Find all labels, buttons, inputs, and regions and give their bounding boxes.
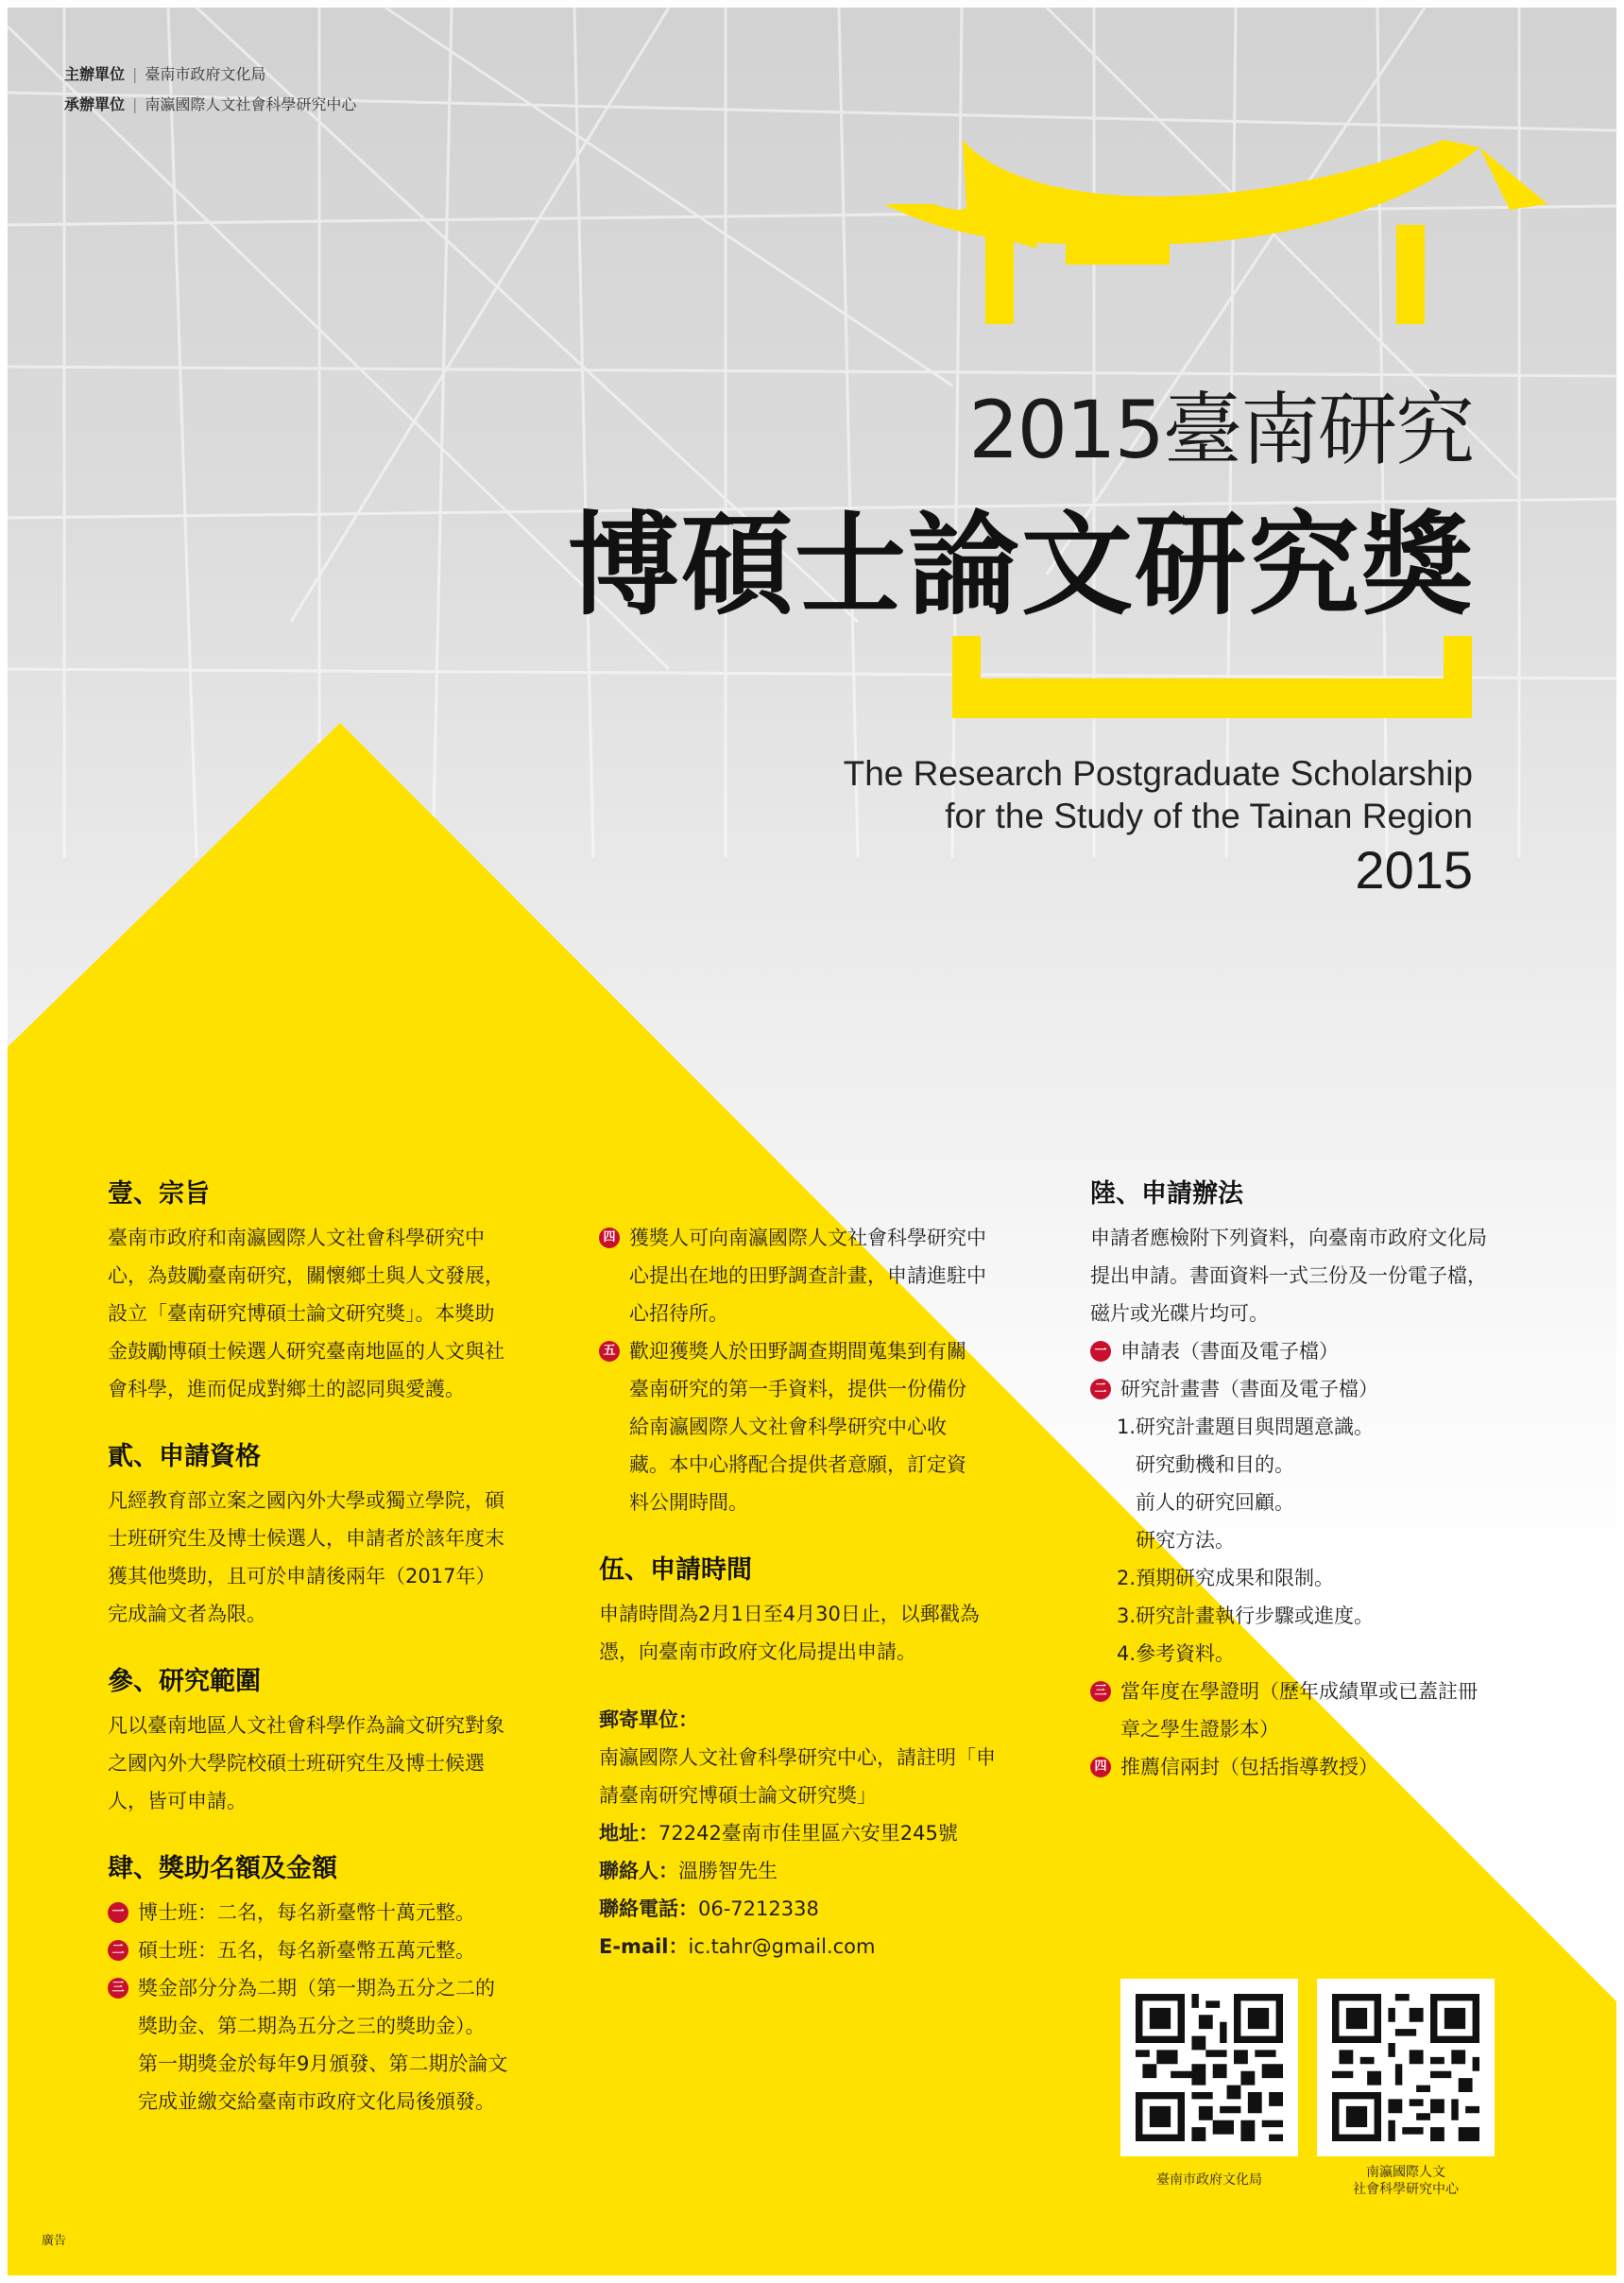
text-line: 人，皆可申請。	[108, 1790, 247, 1812]
email-value: ic.tahr@gmail.com	[688, 1935, 876, 1958]
title-main: 博碩士論文研究獎	[567, 500, 1475, 630]
text-line: 碩士班：五名，每名新臺幣五萬元整。	[138, 1939, 475, 1962]
sub-item: 2.預期研究成果和限制。	[1117, 1567, 1335, 1589]
contact-label: 聯絡人：	[599, 1860, 678, 1882]
text-line: 推薦信兩封（包括指導教授）	[1120, 1756, 1378, 1778]
text-line: 提出申請。書面資料一式三份及一份電子檔，	[1090, 1264, 1487, 1287]
qr-code-cultural-affairs[interactable]	[1120, 1979, 1298, 2156]
text-line: 歡迎獲獎人於田野調查期間蒐集到有關	[629, 1340, 966, 1363]
address-value: 72242臺南市佳里區六安里245號	[658, 1822, 958, 1845]
address-label: 地址：	[599, 1822, 658, 1845]
host-name: 臺南市政府文化局	[145, 65, 266, 83]
poster	[8, 8, 1616, 2275]
qr-caption-right-line-1: 南瀛國際人文	[1366, 2165, 1445, 2180]
title-year-line: 2015臺南研究	[968, 384, 1473, 476]
section-heading: 伍、申請時間	[599, 1555, 752, 1585]
sub-item: 研究方法。	[1136, 1529, 1235, 1552]
sub-item: 3.研究計畫執行步驟或進度。	[1117, 1605, 1375, 1627]
text-line: 南瀛國際人文社會科學研究中心，請註明「申	[599, 1746, 996, 1769]
text-line: 之國內外大學院校碩士班研究生及博士候選	[108, 1752, 485, 1775]
text-line: 料公開時間。	[629, 1491, 748, 1514]
number-badge: 三	[108, 1978, 128, 1999]
section-eligibility	[108, 1438, 571, 1633]
qr-caption-right	[1298, 2164, 1513, 2198]
english-title-line-2: for the Study of the Tainan Region	[945, 797, 1473, 835]
text-line: 給南瀛國際人文社會科學研究中心收	[629, 1416, 947, 1438]
list-item	[108, 1894, 571, 1931]
text-line: 設立「臺南研究博碩士論文研究獎」。本獎助	[108, 1302, 495, 1325]
english-title-line-1: The Research Postgraduate Scholarship	[843, 754, 1473, 793]
qr-code-icon	[1136, 1994, 1283, 2141]
qr-code-icon	[1332, 1994, 1479, 2141]
qr-caption-left: 臺南市政府文化局	[1156, 2172, 1262, 2188]
text-line: 凡經教育部立案之國內外大學或獨立學院，碩	[108, 1489, 504, 1512]
sub-item: 前人的研究回顧。	[1136, 1491, 1294, 1514]
list-item	[1090, 1748, 1581, 1786]
qr-code-research-center[interactable]	[1317, 1979, 1495, 2156]
sub-item: 研究動機和目的。	[1136, 1453, 1294, 1476]
english-year: 2015	[1355, 840, 1473, 900]
phone-row	[599, 1890, 1071, 1928]
section-heading: 壹、宗旨	[108, 1179, 210, 1209]
list-item	[1090, 1673, 1581, 1748]
section-heading: 參、研究範圍	[108, 1667, 261, 1696]
text-line: 士班研究生及博士候選人，申請者於該年度末	[108, 1527, 504, 1550]
section-mailing	[599, 1701, 1071, 1965]
text-line: 完成論文者為限。	[108, 1603, 266, 1625]
text-line: 會科學，進而促成對鄉土的認同與愛護。	[108, 1378, 465, 1400]
text-line: 獎金部分分為二期（第一期為五分之二的	[138, 1977, 495, 2000]
co-name: 南瀛國際人文社會科學研究中心	[145, 95, 357, 113]
list-item	[1090, 1370, 1581, 1408]
email-row	[599, 1928, 1071, 1965]
mailing-heading: 郵寄單位：	[599, 1708, 698, 1731]
text-line: 磁片或光碟片均可。	[1090, 1302, 1269, 1325]
right-column	[1090, 1176, 1581, 1816]
text-line: 第一期獎金於每年9月頒發、第二期於論文	[138, 2052, 508, 2075]
text-line: 博士班：二名，每名新臺幣十萬元整。	[138, 1901, 475, 1924]
number-badge: 一	[1090, 1341, 1111, 1362]
contact-row	[599, 1852, 1071, 1890]
text-line: 請臺南研究博碩士論文研究獎」	[599, 1784, 877, 1807]
list-item	[599, 1332, 1071, 1521]
section-application-method	[1090, 1176, 1581, 1786]
phone-label: 聯絡電話：	[599, 1897, 698, 1920]
text-line: 臺南研究的第一手資料，提供一份備份	[629, 1378, 966, 1400]
section-heading: 貳、申請資格	[108, 1442, 261, 1471]
list-item	[599, 1219, 1071, 1332]
text-line: 申請時間為2月1日至4月30日止，以郵戳為	[599, 1603, 980, 1625]
list-item	[108, 1969, 571, 2120]
section-awards	[108, 1850, 571, 2120]
address-row	[599, 1814, 1071, 1852]
email-label: E-mail：	[599, 1935, 689, 1958]
text-line: 凡以臺南地區人文社會科學作為論文研究對象	[108, 1714, 504, 1737]
number-badge: 四	[1090, 1757, 1111, 1777]
section-heading: 肆、獎助名額及金額	[108, 1854, 337, 1883]
sub-item: 1.研究計畫題目與問題意識。	[1117, 1416, 1375, 1438]
text-line: 金鼓勵博碩士候選人研究臺南地區的人文與社	[108, 1340, 504, 1363]
advertisement-label: 廣告	[42, 2234, 67, 2248]
section-application-period	[599, 1552, 1071, 1671]
list-item	[1090, 1332, 1581, 1370]
list-item	[108, 1931, 571, 1969]
text-line: 獎助金、第二期為五分之三的獎助金）。	[138, 2015, 486, 2037]
text-line: 臺南市政府和南瀛國際人文社會科學研究中	[108, 1227, 485, 1249]
host-organizer: 主辦單位 | 臺南市政府文化局	[64, 65, 266, 83]
sub-item: 4.參考資料。	[1117, 1642, 1236, 1665]
contact-value: 溫勝智先生	[678, 1860, 778, 1882]
text-line: 心招待所。	[629, 1302, 728, 1325]
section-awards-continued	[599, 1219, 1071, 1521]
text-line: 心，為鼓勵臺南研究，關懷鄉土與人文發展，	[108, 1264, 504, 1287]
text-line: 章之學生證影本）	[1120, 1718, 1279, 1741]
number-badge: 二	[108, 1940, 128, 1961]
co-organizer: 承辦單位 | 南瀛國際人文社會科學研究中心	[64, 95, 357, 113]
section-scope	[108, 1663, 571, 1820]
section-purpose	[108, 1176, 571, 1408]
host-label: 主辦單位	[64, 65, 126, 83]
middle-column	[599, 1219, 1071, 1996]
qr-caption-right-line-2: 社會科學研究中心	[1353, 2182, 1459, 2197]
number-badge: 四	[599, 1227, 620, 1248]
number-badge: 三	[1090, 1681, 1111, 1702]
text-line: 藏。本中心將配合提供者意願，訂定資	[629, 1453, 966, 1476]
phone-value: 06-7212338	[698, 1897, 819, 1920]
text-line: 當年度在學證明（歷年成績單或已蓋註冊	[1120, 1680, 1478, 1703]
text-line: 申請者應檢附下列資料，向臺南市政府文化局	[1090, 1227, 1487, 1249]
text-line: 研究計畫書（書面及電子檔）	[1120, 1378, 1378, 1400]
co-label: 承辦單位	[64, 95, 126, 113]
text-line: 完成並繳交給臺南市政府文化局後頒發。	[138, 2090, 495, 2113]
section-heading: 陸、申請辦法	[1090, 1179, 1243, 1209]
english-title	[844, 752, 1473, 837]
text-line: 心提出在地的田野調查計畫，申請進駐中	[629, 1264, 986, 1287]
text-line: 申請表（書面及電子檔）	[1120, 1340, 1339, 1363]
text-line: 憑，向臺南市政府文化局提出申請。	[599, 1640, 916, 1663]
number-badge: 二	[1090, 1379, 1111, 1399]
text-line: 獲獎人可向南瀛國際人文社會科學研究中	[629, 1227, 986, 1249]
left-column	[108, 1176, 571, 2151]
number-badge: 一	[108, 1902, 128, 1923]
number-badge: 五	[599, 1341, 620, 1362]
text-line: 獲其他獎助，且可於申請後兩年（2017年）	[108, 1565, 496, 1588]
